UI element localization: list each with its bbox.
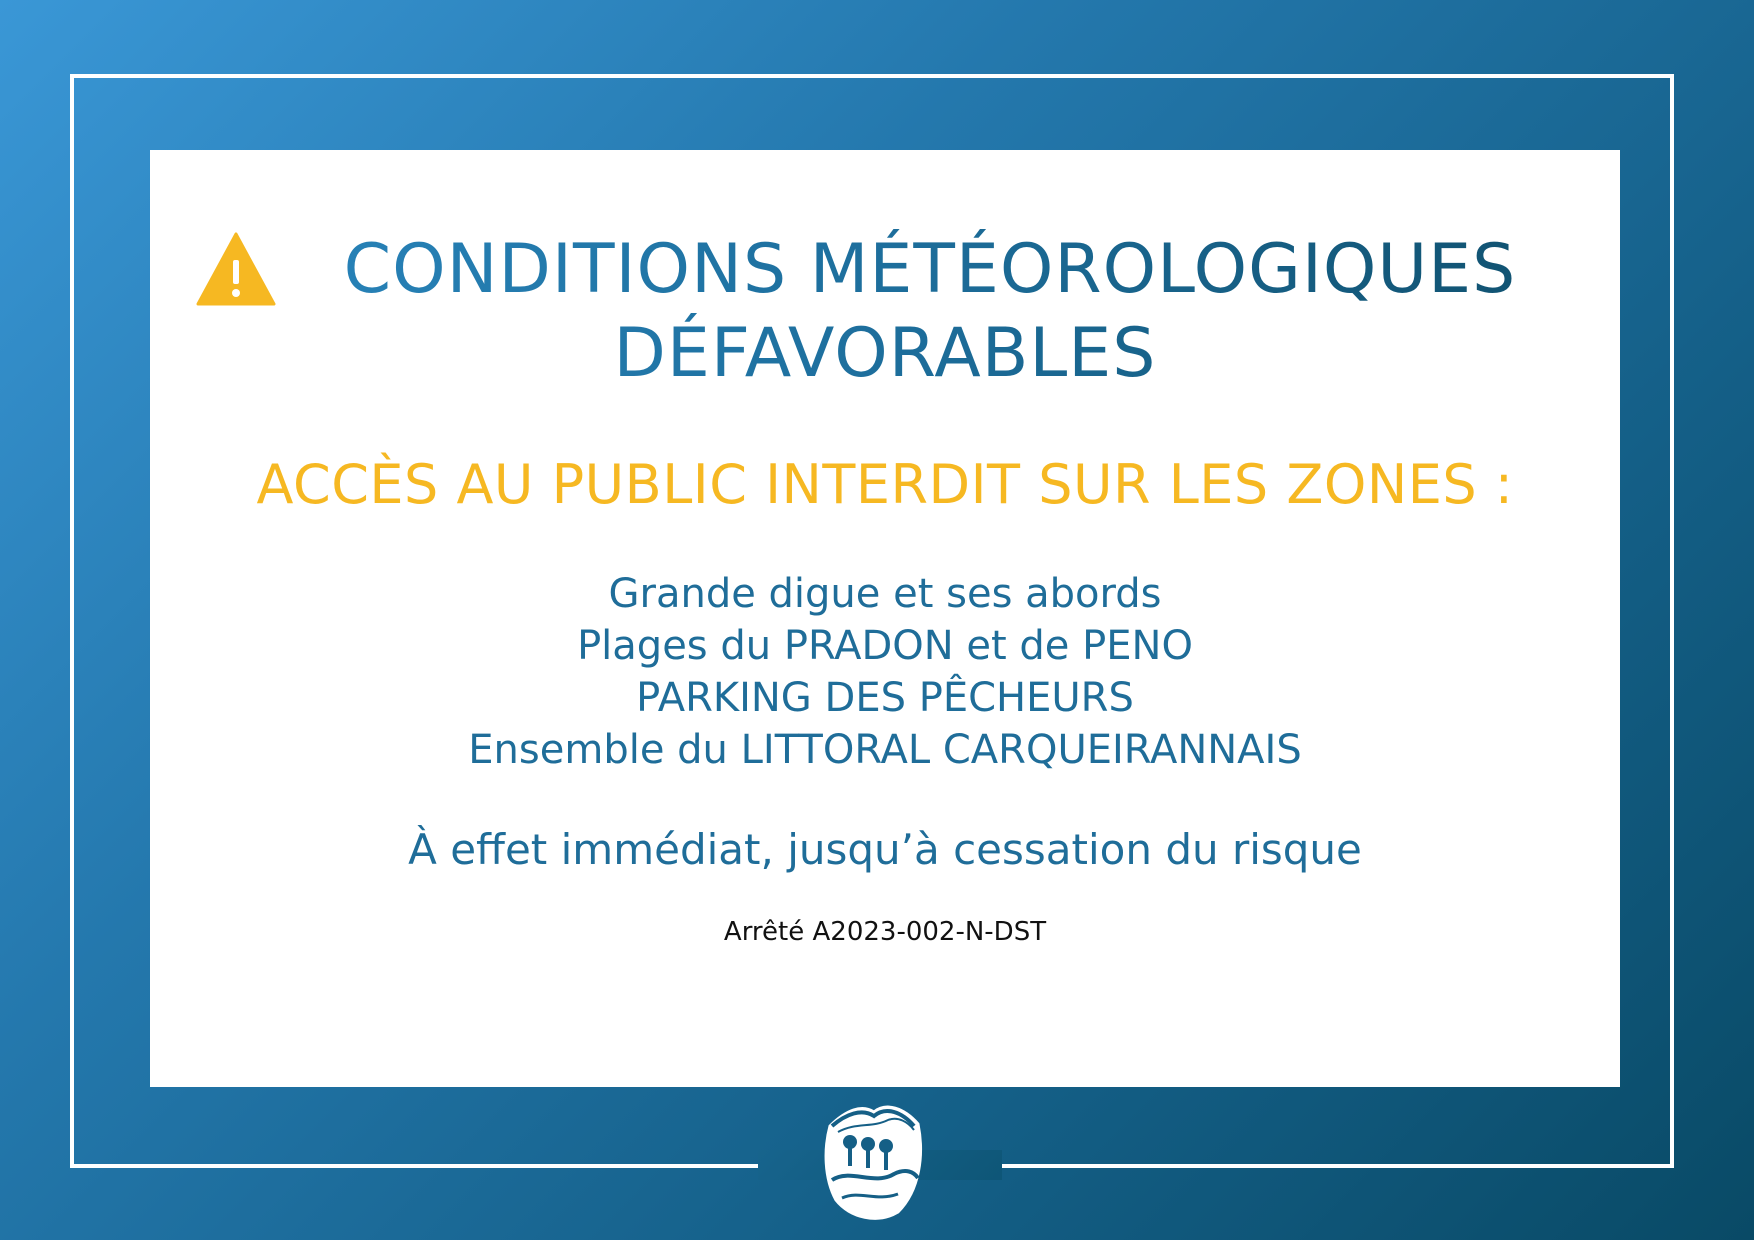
zone-item: Plages du PRADON et de PENO bbox=[577, 623, 1193, 669]
zone-item: Ensemble du LITTORAL CARQUEIRANNAIS bbox=[468, 727, 1302, 773]
zone-list bbox=[150, 568, 1620, 776]
notice-panel bbox=[150, 150, 1620, 1087]
access-banned-heading: ACCÈS AU PUBLIC INTERDIT SUR LES ZONES : bbox=[256, 453, 1514, 516]
zone-item: PARKING DES PÊCHEURS bbox=[636, 675, 1134, 721]
title-line-1: CONDITIONS MÉTÉOROLOGIQUES bbox=[343, 230, 1517, 309]
zone-item: Grande digue et ses abords bbox=[608, 571, 1162, 617]
decree-reference: Arrêté A2023-002-N-DST bbox=[723, 917, 1047, 947]
title-line-2: DÉFAVORABLES bbox=[613, 314, 1157, 393]
town-crest-logo bbox=[816, 1098, 928, 1222]
effect-notice: À effet immédiat, jusqu’à cessation du risque bbox=[408, 825, 1362, 874]
page-title bbox=[150, 228, 1620, 396]
